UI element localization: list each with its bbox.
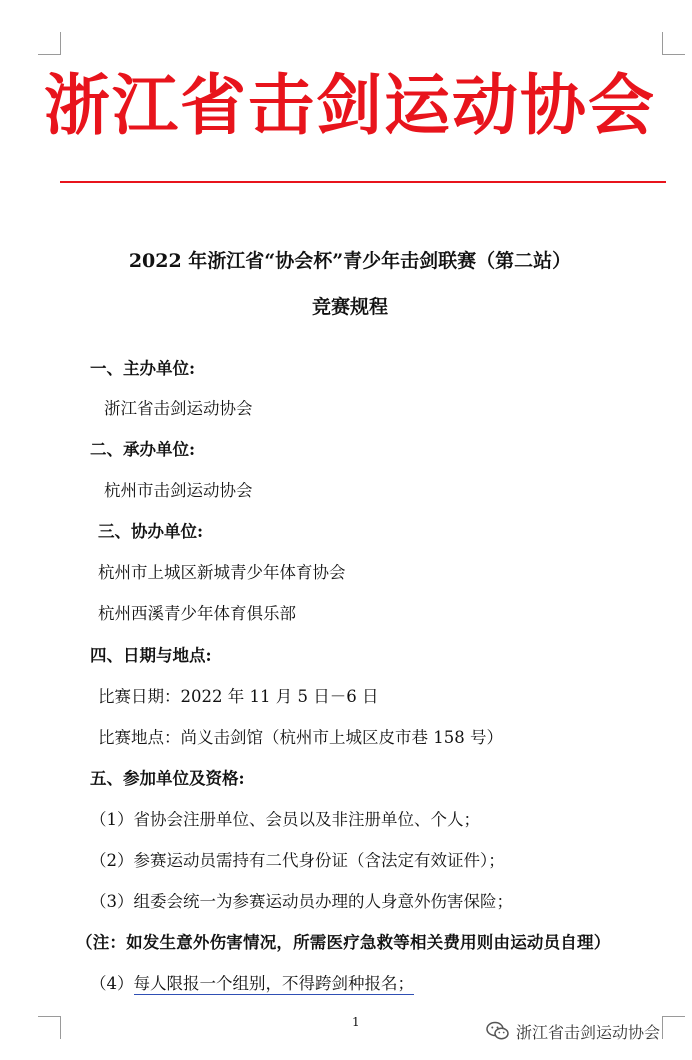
wechat-icon: [486, 1021, 510, 1041]
crop-mark-top-right: [662, 32, 685, 55]
section-heading-co-organizer: 三、协办单位:: [98, 522, 204, 541]
section-heading-date-venue: 四、日期与地点:: [90, 646, 212, 665]
crop-mark-bottom-left: [38, 1016, 61, 1039]
section-heading-eligibility: 五、参加单位及资格:: [90, 769, 245, 788]
section-item-co-organizer-1: 杭州市上城区新城青少年体育协会: [98, 563, 346, 582]
eligibility-note: （注：如发生意外伤害情况，所需医疗急救等相关费用则由运动员自理）: [76, 933, 611, 952]
eligibility-item-4: [90, 972, 414, 996]
eligibility-item-4-prefix: （4）: [90, 974, 134, 993]
eligibility-item-3: （3）组委会统一为参赛运动员办理的人身意外伤害保险；: [90, 892, 513, 911]
watermark-text: 浙江省击剑运动协会: [516, 1022, 661, 1042]
document-title: 2022 年浙江省“协会杯”青少年击剑联赛（第二站）: [128, 250, 572, 272]
section-heading-organizer: 二、承办单位:: [90, 440, 196, 459]
crop-mark-top-left: [38, 32, 61, 55]
section-item-match-venue: 比赛地点：尚义击剑馆（杭州市上城区皮市巷 158 号）: [98, 728, 503, 747]
document-subtitle: 竞赛规程: [311, 296, 388, 318]
eligibility-item-1: （1）省协会注册单位、会员以及非注册单位、个人；: [90, 810, 480, 829]
section-heading-host: 一、主办单位:: [90, 359, 196, 378]
crop-mark-bottom-right: [662, 1016, 685, 1039]
eligibility-item-4-text: 每人限报一个组别，不得跨剑种报名；: [133, 974, 414, 993]
letterhead-title: 浙江省击剑运动协会: [44, 66, 656, 144]
letterhead-divider: [60, 181, 666, 183]
section-item-host-org: 浙江省击剑运动协会: [104, 399, 253, 418]
section-item-co-organizer-2: 杭州西溪青少年体育俱乐部: [98, 604, 296, 623]
eligibility-item-2: （2）参赛运动员需持有二代身份证（含法定有效证件）；: [90, 851, 505, 870]
section-item-organizer-org: 杭州市击剑运动协会: [104, 481, 253, 500]
page-number: 1: [352, 1015, 360, 1029]
section-item-match-date: 比赛日期：2022 年 11 月 5 日－6 日: [98, 687, 379, 706]
wechat-watermark: [486, 1018, 660, 1044]
